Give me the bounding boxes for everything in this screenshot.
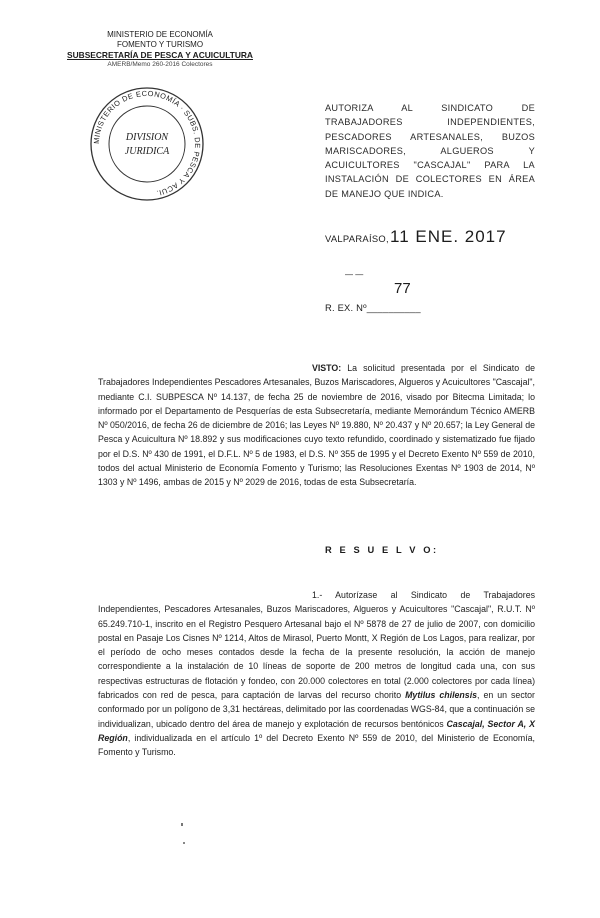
juridical-division-stamp <box>88 85 206 203</box>
visto-label: VISTO: <box>312 363 342 373</box>
scan-speck <box>183 842 185 844</box>
header-subsecretary: SUBSECRETARÍA DE PESCA Y ACUICULTURA <box>67 50 253 60</box>
resuelvo-heading: R E S U E L V O: <box>325 545 439 555</box>
stamp-line-juridica: JURIDICA <box>124 146 170 157</box>
article-1-paragraph <box>98 588 535 760</box>
dash-mark: — — <box>345 270 364 279</box>
resolution-date: 11 ENE. 2017 <box>390 227 507 246</box>
resolution-number: 77 <box>394 280 411 297</box>
area-name: Cascajal, Sector A, X Región <box>98 718 535 743</box>
resolution-title: AUTORIZA AL SINDICATO DE TRABAJADORES INDEPENDIENTES, PESCADORES ARTESANALES, BUZOS MARISCADORES, ALGUEROS Y ACUICULTORES "CASCAJAL" PARA LA INSTALACIÓN DE COLECTORES EN ÁREA DE MANEJO QUE INDICA. <box>325 103 535 199</box>
species-name: Mytilus chilensis <box>405 690 478 701</box>
header-ministry: MINISTERIO DE ECONOMÍA <box>107 30 213 39</box>
ministry-header <box>60 30 260 70</box>
visto-paragraph <box>98 361 535 490</box>
article-1-text-c: , individualizada en el artículo 1º del Decreto Exento Nº 559 de 2010, del Ministerio de Economía, Fomento y Turismo. <box>98 732 535 758</box>
header-ministry-sub: FOMENTO Y TURISMO <box>116 40 204 49</box>
scan-speck <box>181 823 183 826</box>
rex-label: R. EX. Nº__________ <box>325 302 421 313</box>
visto-text: La solicitud presentada por el Sindicato de Trabajadores Independientes Pescadores Artesanales, Buzos Mariscadores, Algueros y Acuicultores "Cascajal", mediante C.I. SUBPESCA Nº 14.137, de fecha 25 de noviembre de 2016, visado por Bitecma Limitada; lo informado por el Departamento de Pesquerías de esta Subsecretaría, mediante Memorándum Técnico AMERB Nº 050/2016, de fecha 26 de diciembre de 2016; las Leyes Nº 19.880, Nº 20.437 y Nº 20.657; la Ley General de Pesca y Acuicultura Nº 18.892 y sus modificaciones cuyo texto refundido, coordinado y sistematizado fue fijado por el D.S. Nº 430 de 1991, el D.F.L. Nº 5 de 1983, el D.S. Nº 355 de 1995 y el Decreto Exento Nº 559 de 2010, todos del actual Ministerio de Economía Fomento y Turismo; las Resoluciones Exentas Nº 1903 de 2014, Nº 1303 y Nº 1496, ambas de 2015 y Nº 2029 de 2016, todas de esta Subsecretaría. <box>98 363 535 488</box>
header-reference: AMERB/Memo 260-2016 Colectores <box>107 61 213 68</box>
stamp-ring-text: MINISTERIO DE ECONOMÍA · SUBS. DE PESCA Y ACUI. <box>91 88 203 199</box>
stamp-line-division: DIVISION <box>125 132 169 143</box>
article-1-text-b: , en un sector conformado por un polígono de 3,31 hectáreas, delimitado por las coordenadas WGS-84, que a continuación se individualizan, ubicado dentro del área de manejo y explotación de recursos bentónicos <box>98 690 535 729</box>
place-label: VALPARAÍSO, <box>325 233 389 244</box>
article-1-text-a: 1.- Autorízase al Sindicato de Trabajadores Independientes, Pescadores Artesanales, Buzos Mariscadores, Algueros y Acuicultores "Cascajal", R.U.T. Nº 65.249.710-1, inscrito en el Registro Pesquero Artesanal bajo el Nº 5878 de 27 de julio de 2007, con domicilio postal en Pasaje Los Cisnes Nº 1214, Altos de Mirasol, Puerto Montt, X Región de Los Lagos, para realizar, por el período de ocho meses contados desde la fecha de la presente resolución, la acción de manejo correspondiente a la instalación de 10 líneas de soporte de 200 metros de longitud cada una, con sus respectivas estructuras de flotación y fondeo, con 20.000 colectores en total (2.000 colectores por cada línea) fabricados con red de pesca, para captación de larvas del recurso chorito <box>98 590 535 701</box>
